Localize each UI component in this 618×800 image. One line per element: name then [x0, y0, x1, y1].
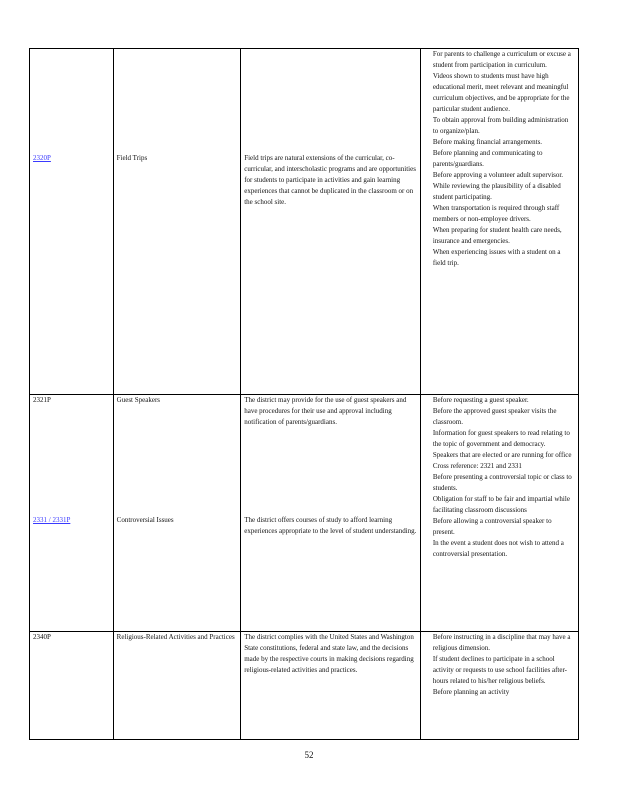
list-item: Before making financial arrangements. [432, 138, 543, 146]
policy-description: Field trips are natural extensions of the curricular, co-curricular, and interscholastic programs and are opportunities for students to participate in activities and gain learning experiences that cannot be duplicated in the classroom or on the school site. [244, 154, 416, 206]
bullet-list [424, 49, 575, 269]
policy-description-cell [241, 632, 421, 740]
policy-title: Religious-Related Activities and Practices [116, 633, 235, 641]
policy-code-link[interactable]: 2331 / 2331P [33, 516, 71, 524]
list-item: Before requesting a guest speaker. [432, 396, 529, 404]
policy-code-cell [30, 395, 114, 632]
policy-description: The district complies with the United States and Washington State constitutions, federal and state law, and the decisions made by the respective courts in making decisions regarding religious-related activities and practices. [244, 633, 414, 674]
list-item: Before allowing a controversial speaker to present. [432, 517, 552, 536]
policy-code-link[interactable]: 2320P [33, 154, 51, 162]
bullet-list [424, 472, 575, 560]
policy-title: Guest Speakers [116, 396, 161, 404]
policy-description-cell [241, 395, 421, 632]
policy-description: The district offers courses of study to afford learning experiences appropriate to the level of student understanding. [244, 516, 417, 535]
list-item: For parents to challenge a curriculum or excuse a student from participation in curriculum. [432, 50, 571, 69]
policy-code-cell [30, 632, 114, 740]
policy-table [29, 48, 579, 740]
policy-title-cell [113, 49, 241, 395]
table-row [30, 632, 579, 740]
policy-title: Field Trips [116, 154, 148, 162]
list-item: Obligation for staff to be fair and impartial while facilitating classroom discussions [432, 495, 570, 514]
policy-code-link[interactable]: 2321P [33, 396, 51, 404]
table-row [30, 49, 579, 395]
list-item: Before presenting a controversial topic or class to students. [432, 473, 572, 492]
policy-bullets-cell [420, 395, 578, 632]
policy-code-cell [30, 49, 114, 395]
list-item: Before approving a volunteer adult supervisor. [432, 171, 564, 179]
list-item: Information for guest speakers to read relating to the topic of government and democracy. [432, 429, 570, 448]
policy-code-link[interactable]: 2340P [33, 633, 51, 641]
table-row [30, 395, 579, 632]
list-item: In the event a student does not wish to attend a controversial presentation. [432, 539, 564, 558]
bullet-list [424, 395, 575, 472]
list-item: Before the approved guest speaker visits the classroom. [432, 407, 557, 426]
list-item: Speakers that are elected or are running for office [432, 451, 572, 459]
list-item: If student declines to participate in a school activity or requests to use school facilities after-hours related to his/her religious beliefs. [432, 655, 567, 685]
list-item: To obtain approval from building administration to organize/plan. [432, 116, 569, 135]
list-item: Videos shown to students must have high educational merit, meet relevant and meaningful curriculum objectives, and be appropriate for the particular student audience. [432, 72, 570, 113]
list-item: When experiencing issues with a student on a field trip. [432, 248, 561, 267]
list-item: When transportation is required through staff members or non-employee drivers. [432, 204, 560, 223]
policy-bullets-cell [420, 632, 578, 740]
list-item: While reviewing the plausibility of a disabled student participating. [432, 182, 561, 201]
list-item: When preparing for student health care needs, insurance and emergencies. [432, 226, 562, 245]
policy-description: The district may provide for the use of guest speakers and have procedures for their use and approval including notification of parents/guardians. [244, 396, 407, 426]
policy-title-cell [113, 395, 241, 632]
list-item: Before planning an activity [432, 688, 510, 696]
list-item: Cross reference: 2321 and 2331 [432, 462, 522, 470]
bullet-list [424, 632, 575, 698]
policy-description-cell [241, 49, 421, 395]
policy-title-cell [113, 632, 241, 740]
policy-title: Controversial Issues [116, 516, 174, 524]
list-item: Before planning and communicating to parents/guardians. [432, 149, 543, 168]
list-item: Before instructing in a discipline that may have a religious dimension. [432, 633, 571, 652]
page-number: 52 [304, 750, 314, 760]
policy-bullets-cell [420, 49, 578, 395]
